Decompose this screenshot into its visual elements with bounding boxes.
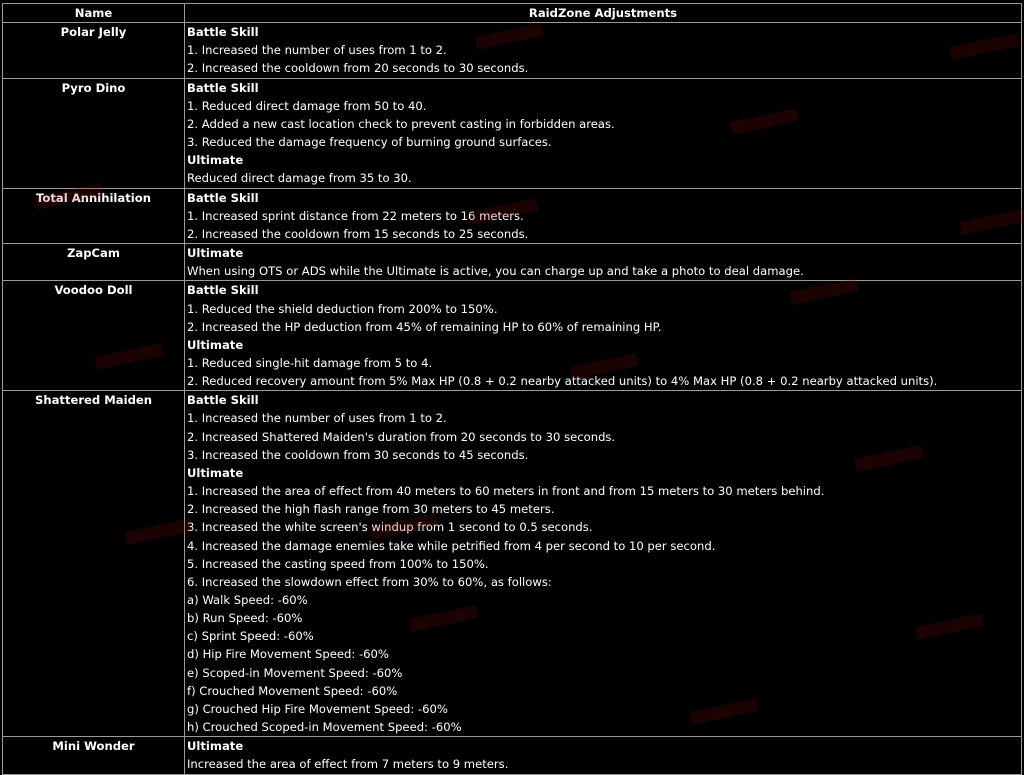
adjustment-line: b) Run Speed: -60% [187,611,303,626]
adjustment-line: f) Crouched Movement Speed: -60% [187,683,398,698]
section-heading: Ultimate [187,153,244,168]
adjustment-line: 1. Increased the number of uses from 1 to 2. [187,43,447,58]
adjustment-line: 1. Reduced single-hit damage from 5 to 4. [187,355,433,370]
table-body [3,23,1022,774]
item-name: Mini Wonder [3,737,185,774]
adjustment-line: When using OTS or ADS while the Ultimate is active, you can charge up and take a photo to deal damage. [187,264,804,279]
adjustment-cell [185,23,1022,78]
adjustment-line: 2. Increased the cooldown from 20 seconds to 30 seconds. [187,61,529,76]
header-adjustments: RaidZone Adjustments [185,4,1022,23]
adjustment-line: 1. Increased the area of effect from 40 meters to 60 meters in front and from 15 meters to 30 meters behind. [187,484,825,499]
table-row [3,244,1022,281]
adjustment-line: e) Scoped-in Movement Speed: -60% [187,665,403,680]
adjustment-cell [185,78,1022,188]
section-heading: Ultimate [187,465,244,480]
adjustment-cell [185,244,1022,281]
header-row [3,4,1022,23]
adjustment-cell [185,281,1022,391]
table-row [3,281,1022,391]
section-heading: Battle Skill [187,393,259,408]
section-heading: Battle Skill [187,25,259,40]
table-row [3,391,1022,737]
section-heading: Ultimate [187,739,244,754]
adjustment-line: 5. Increased the casting speed from 100% to 150%. [187,556,489,571]
header-name: Name [3,4,185,23]
section-heading: Battle Skill [187,190,259,205]
item-name: ZapCam [3,244,185,281]
section-heading: Ultimate [187,246,244,261]
adjustment-line: 2. Increased the HP deduction from 45% of remaining HP to 60% of remaining HP. [187,319,662,334]
section-heading: Battle Skill [187,80,259,95]
item-name: Shattered Maiden [3,391,185,737]
adjustment-line: h) Crouched Scoped-in Movement Speed: -60% [187,720,462,735]
adjustment-line: 1. Increased the number of uses from 1 to 2. [187,411,447,426]
section-heading: Ultimate [187,337,244,352]
table-row [3,78,1022,188]
adjustment-line: 2. Reduced recovery amount from 5% Max HP (0.8 + 0.2 nearby attacked units) to 4% Max HP (0.8 + 0.2 nearby attacked units). [187,374,938,389]
adjustment-line: 1. Reduced the shield deduction from 200% to 150%. [187,301,498,316]
section-heading: Battle Skill [187,283,259,298]
adjustments-table [2,3,1022,775]
adjustment-line: 3. Reduced the damage frequency of burning ground surfaces. [187,135,552,150]
adjustment-line: a) Walk Speed: -60% [187,593,308,607]
table-row [3,737,1022,774]
adjustment-line: 3. Increased the white screen's windup from 1 second to 0.5 seconds. [187,520,593,535]
adjustment-line: 2. Added a new cast location check to prevent casting in forbidden areas. [187,116,615,131]
adjustment-line: 4. Increased the damage enemies take while petrified from 4 per second to 10 per second. [187,538,716,553]
adjustment-line: 2. Increased the high flash range from 30 meters to 45 meters. [187,502,555,517]
adjustment-line: 3. Increased the cooldown from 30 seconds to 45 seconds. [187,447,529,462]
adjustment-line: 1. Increased sprint distance from 22 meters to 16 meters. [187,208,524,223]
table-row [3,23,1022,78]
adjustment-cell [185,737,1022,774]
adjustment-line: Reduced direct damage from 35 to 30. [187,171,412,186]
adjustment-line: d) Hip Fire Movement Speed: -60% [187,647,389,662]
table-row [3,188,1022,243]
adjustment-line: 2. Increased Shattered Maiden's duration from 20 seconds to 30 seconds. [187,429,616,444]
adjustment-line: 1. Reduced direct damage from 50 to 40. [187,98,427,113]
item-name: Polar Jelly [3,23,185,78]
adjustment-line: c) Sprint Speed: -60% [187,629,314,644]
adjustment-line: Increased the area of effect from 7 meters to 9 meters. [187,757,509,772]
item-name: Voodoo Doll [3,281,185,391]
item-name: Pyro Dino [3,78,185,188]
adjustment-cell [185,188,1022,243]
adjustment-line: g) Crouched Hip Fire Movement Speed: -60% [187,701,448,716]
adjustment-line: 2. Increased the cooldown from 15 seconds to 25 seconds. [187,226,529,241]
adjustment-cell [185,391,1022,737]
adjustment-line: 6. Increased the slowdown effect from 30% to 60%, as follows: [187,574,552,589]
item-name: Total Annihilation [3,188,185,243]
